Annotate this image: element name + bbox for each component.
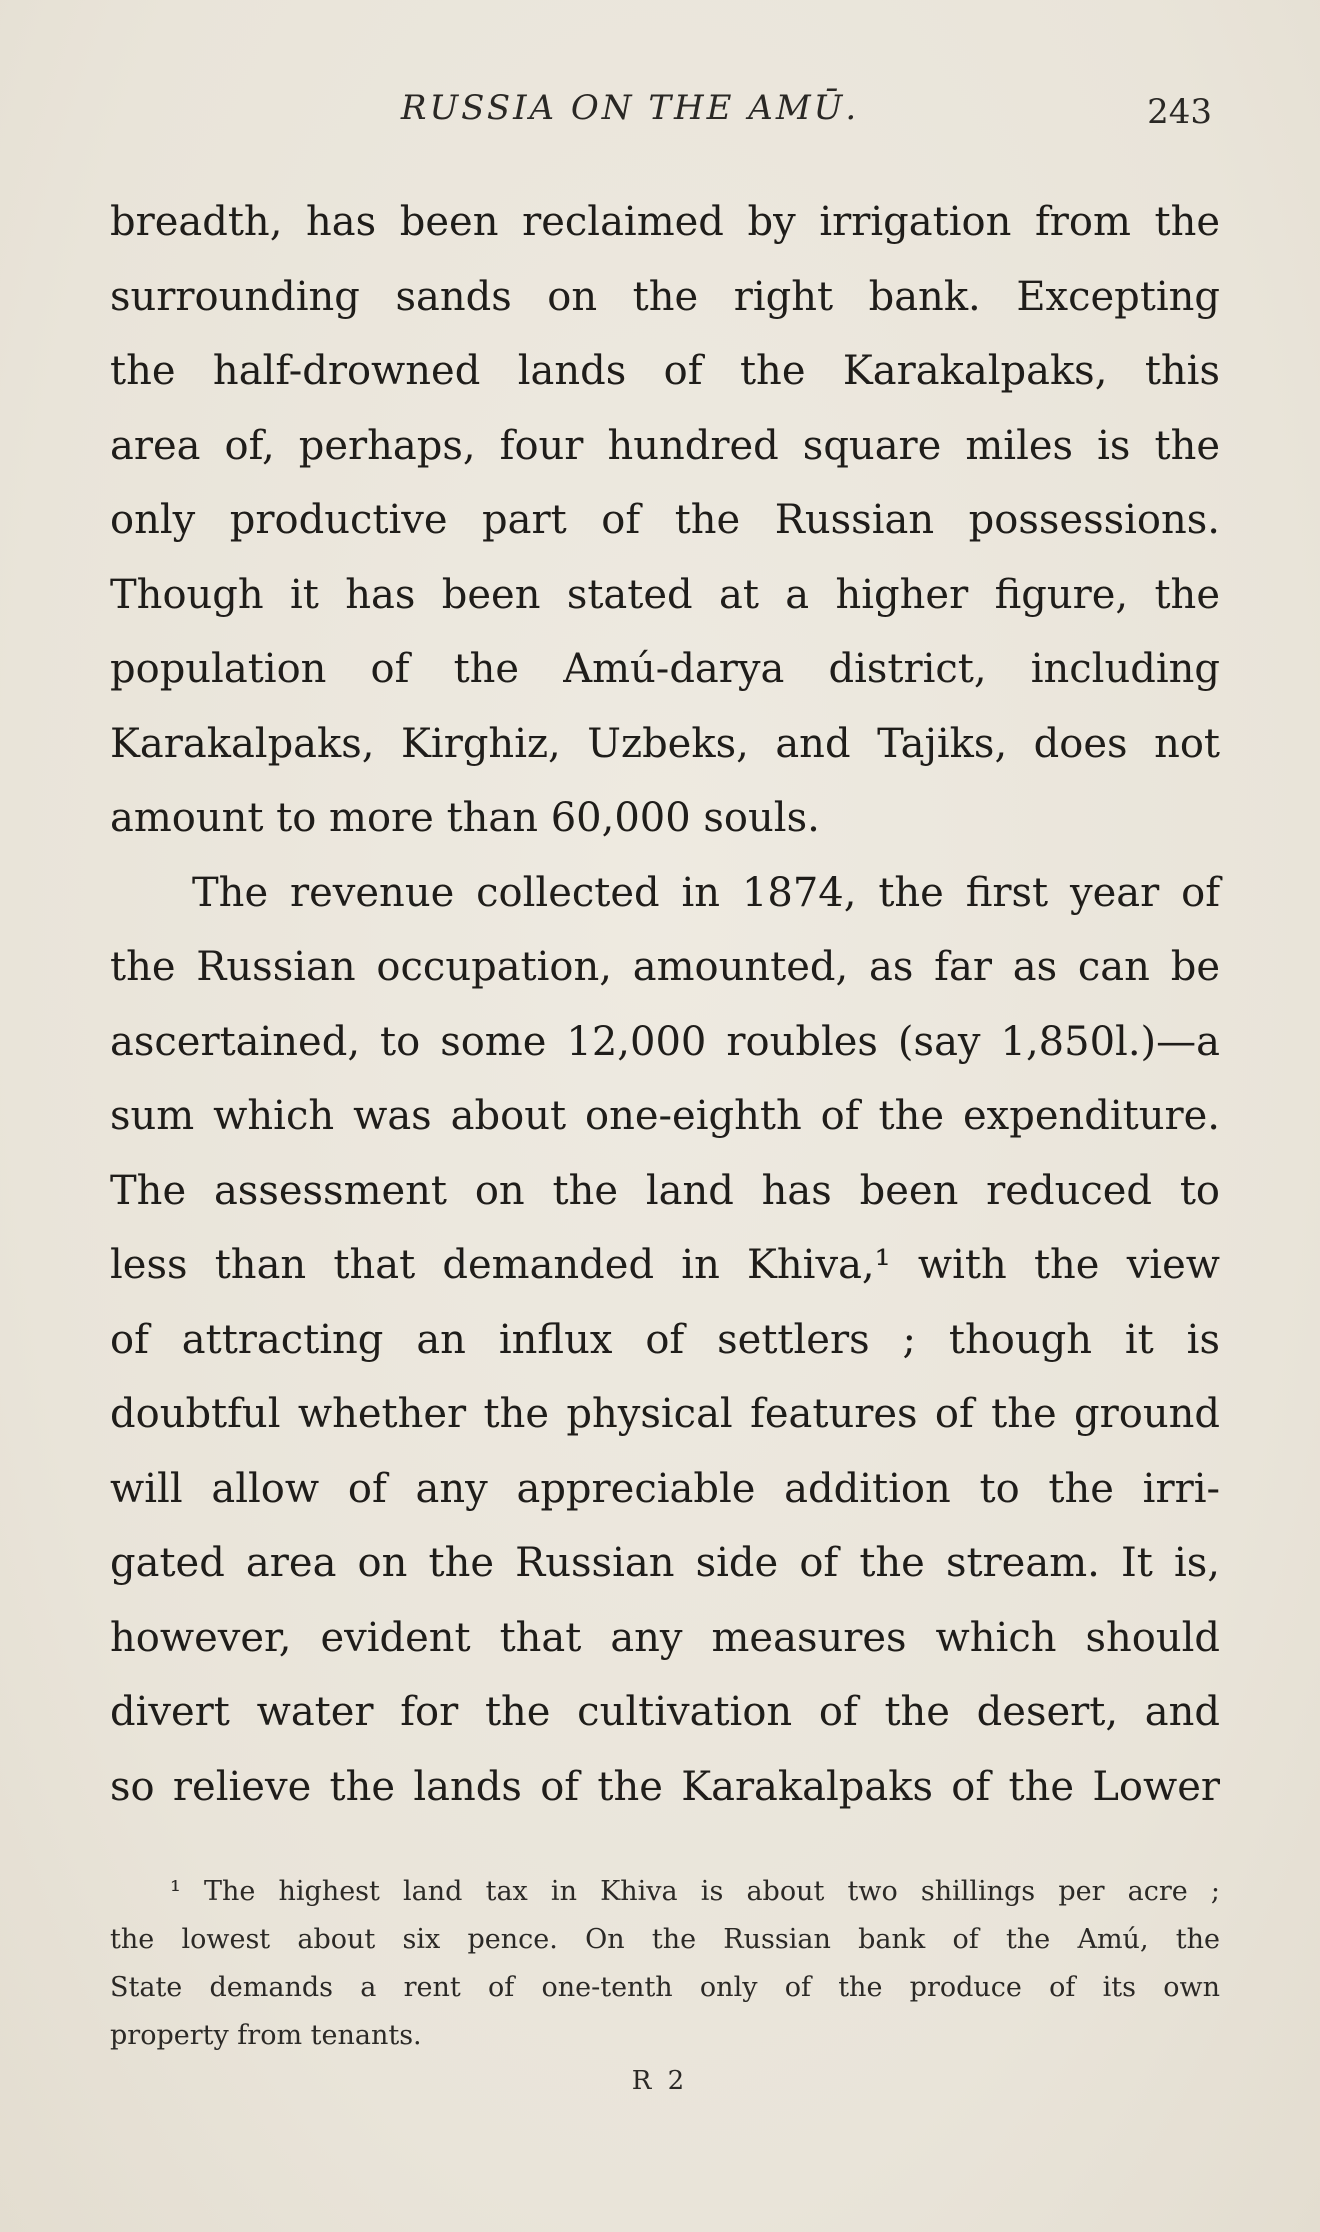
page-number: 243 xyxy=(1147,92,1212,132)
text-line: however, evident that any measures which should xyxy=(110,1614,1220,1661)
paragraph-start-line: The revenue collected in 1874, the first year of xyxy=(192,869,1220,916)
text-line: amount to more than 60,000 souls. xyxy=(110,795,820,841)
text-line: the half-drowned lands of the Karakalpaks, this xyxy=(110,348,1220,394)
footnote-line: property from tenants. xyxy=(110,2020,422,2051)
body-text xyxy=(110,185,1220,1824)
text-line: surrounding sands on the right bank. Excepting xyxy=(110,273,1220,320)
text-line: less than that demanded in Khiva,¹ with the view xyxy=(110,1242,1220,1288)
text-line: Karakalpaks, Kirghiz, Uzbeks, and Tajiks, does not xyxy=(110,720,1220,767)
text-line: Though it has been stated at a higher figure, the xyxy=(110,571,1220,618)
text-line: gated area on the Russian side of the stream. It is, xyxy=(110,1540,1220,1586)
footnote xyxy=(110,1868,1220,2060)
text-line: area of, perhaps, four hundred square miles is the xyxy=(110,422,1220,469)
text-line: the Russian occupation, amounted, as far as can be xyxy=(110,944,1220,990)
text-line: only productive part of the Russian possessions. xyxy=(110,497,1220,543)
text-line: ascertained, to some 12,000 roubles (say 1,850l.)—a xyxy=(110,1018,1220,1065)
text-line: population of the Amú-darya district, including xyxy=(110,646,1220,692)
text-line: so relieve the lands of the Karakalpaks of the Lower xyxy=(110,1763,1220,1810)
text-line: sum which was about one-eighth of the expenditure. xyxy=(110,1093,1220,1139)
footnote-line: State demands a rent of one-tenth only of the produce of its own xyxy=(110,1972,1220,2003)
text-line: will allow of any appreciable addition to the irri- xyxy=(110,1465,1220,1512)
footnote-line: the lowest about six pence. On the Russian bank of the Amú, the xyxy=(110,1924,1220,1955)
signature-mark: R 2 xyxy=(631,2066,689,2096)
text-line: doubtful whether the physical features of the ground xyxy=(110,1391,1220,1437)
text-line: The assessment on the land has been reduced to xyxy=(110,1167,1220,1214)
text-line: divert water for the cultivation of the desert, and xyxy=(110,1689,1220,1735)
text-line: of attracting an influx of settlers ; though it is xyxy=(110,1316,1220,1363)
running-title: RUSSIA ON THE AMŪ. xyxy=(400,88,860,128)
text-line: breadth, has been reclaimed by irrigation from the xyxy=(110,199,1220,245)
running-head xyxy=(0,88,1320,138)
footnote-line: ¹ The highest land tax in Khiva is about two shillings per acre ; xyxy=(170,1876,1220,1907)
